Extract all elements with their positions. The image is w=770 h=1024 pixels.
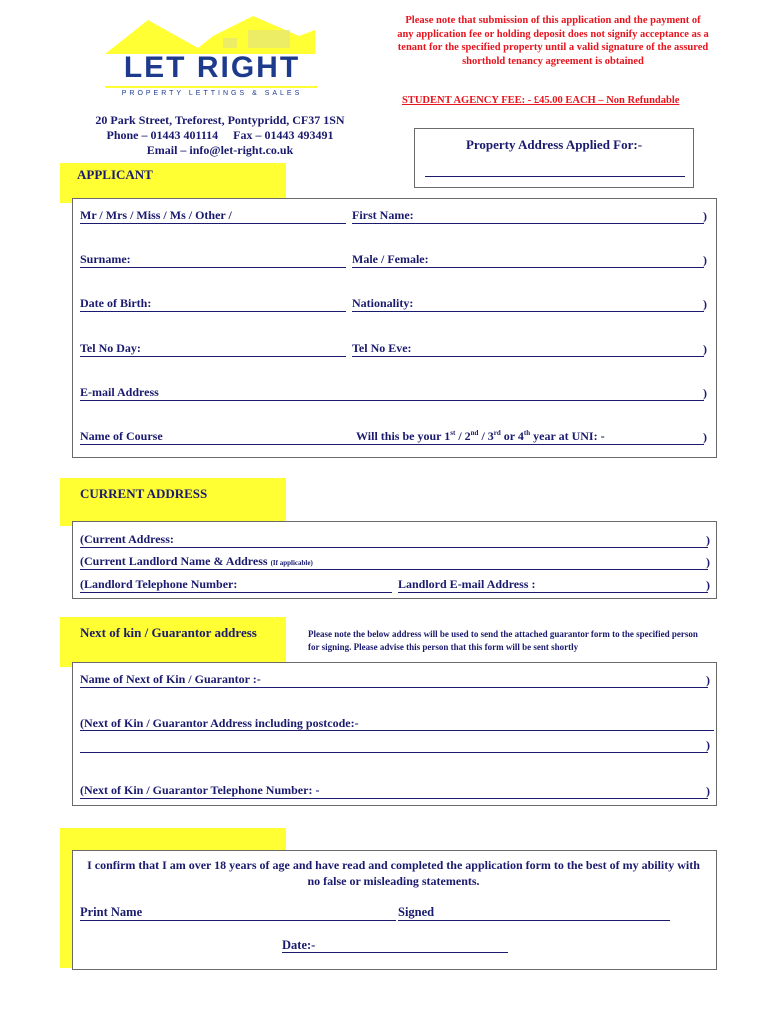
print-name-label: Print Name (80, 905, 143, 919)
kin-note: Please note the below address will be used to send the attached guarantor form to the specified person for signing. Please advise this person that this form will be sent shortly (308, 629, 698, 652)
kin-name-label: Name of Next of Kin / Guarantor :- (80, 672, 261, 686)
row-end-paren: ) (706, 784, 710, 798)
if-applicable-note: (If applicable) (270, 559, 313, 567)
property-address-box (414, 128, 694, 188)
landlord-tel-input[interactable] (80, 591, 392, 593)
landlord-email-label: Landlord E-mail Address : (398, 577, 536, 591)
contact-email: Email – info@let-right.co.uk (146, 143, 294, 157)
current-address-input[interactable] (80, 546, 708, 548)
year-question: Will this be your 1st / 2nd / 3rd or 4th year at UNI: - (356, 429, 605, 443)
kin-address-input-2[interactable] (80, 751, 708, 753)
confirm-statement: I confirm that I am over 18 years of age and have read and completed the application form to the best of my ability with no false or misleading statements. (87, 858, 700, 888)
kin-address-label: (Next of Kin / Guarantor Address including postcode:- (80, 716, 359, 730)
tel-eve-input[interactable] (352, 355, 704, 357)
row-end-paren: ) (703, 297, 707, 311)
print-name-input[interactable] (80, 919, 396, 921)
date-label: Date:- (282, 938, 316, 952)
landlord-tel-label: (Landlord Telephone Number: (80, 577, 238, 591)
applicant-heading: APPLICANT (77, 167, 153, 182)
row-end-paren: ) (703, 430, 707, 444)
current-address-label: (Current Address: (80, 532, 174, 546)
row-end-paren: ) (706, 555, 710, 569)
row-end-paren: ) (706, 578, 710, 592)
company-logo (103, 14, 321, 104)
surname-label: Surname: (80, 252, 131, 266)
kin-heading: Next of kin / Guarantor address (80, 625, 257, 640)
title-input[interactable] (80, 222, 346, 224)
current-address-heading: CURRENT ADDRESS (80, 486, 208, 501)
first-name-label: First Name: (352, 208, 414, 222)
course-label: Name of Course (80, 429, 163, 443)
contact-address: 20 Park Street, Treforest, Pontypridd, CF37 1SN (95, 113, 345, 127)
tel-day-label: Tel No Day: (80, 341, 141, 355)
email-input[interactable] (80, 399, 704, 401)
signed-input[interactable] (398, 919, 670, 921)
row-end-paren: ) (703, 253, 707, 267)
current-address-header (60, 478, 286, 526)
agency-fee: STUDENT AGENCY FEE: - £45.00 EACH – Non Refundable (402, 95, 680, 106)
row-end-paren: ) (706, 738, 710, 752)
kin-address-input-1[interactable] (80, 729, 714, 731)
tel-day-input[interactable] (80, 355, 346, 357)
row-end-paren: ) (703, 209, 707, 223)
kin-tel-label: (Next of Kin / Guarantor Telephone Number: - (80, 783, 320, 797)
kin-tel-input[interactable] (80, 797, 708, 799)
contact-block (70, 113, 370, 158)
nationality-input[interactable] (352, 310, 704, 312)
property-address-input[interactable] (425, 175, 685, 177)
applicant-header (60, 163, 286, 203)
landlord-label: (Current Landlord Name & Address (If applicable) (80, 554, 313, 568)
email-label: E-mail Address (80, 385, 159, 399)
landlord-input[interactable] (80, 568, 708, 570)
kin-header (60, 617, 286, 667)
title-label: Mr / Mrs / Miss / Ms / Other / (80, 208, 232, 222)
row-end-paren: ) (703, 342, 707, 356)
logo-brand: LET RIGHT (123, 51, 301, 84)
logo-tagline: PROPERTY LETTINGS & SALES (121, 90, 303, 97)
submission-notice: Please note that submission of this application and the payment of any application fee or holding deposit does not signify acceptance as a tenant for the specified property until a valid signature of the assured shorthold tenancy agreement is obtained (397, 15, 709, 67)
tel-eve-label: Tel No Eve: (352, 341, 412, 355)
signed-label: Signed (398, 905, 435, 919)
dob-label: Date of Birth: (80, 296, 152, 310)
row-end-paren: ) (706, 673, 710, 687)
landlord-email-input[interactable] (398, 591, 708, 593)
nationality-label: Nationality: (352, 296, 414, 310)
date-input[interactable] (282, 951, 508, 953)
gender-input[interactable] (352, 266, 704, 268)
kin-name-input[interactable] (80, 686, 708, 688)
dob-input[interactable] (80, 310, 346, 312)
first-name-input[interactable] (352, 222, 704, 224)
contact-phone: Phone – 01443 401114 Fax – 01443 493491 (106, 128, 334, 142)
property-address-label: Property Address Applied For:- (465, 137, 643, 152)
surname-input[interactable] (80, 266, 346, 268)
gender-label: Male / Female: (352, 252, 429, 266)
row-end-paren: ) (706, 533, 710, 547)
row-end-paren: ) (703, 386, 707, 400)
applicant-section (72, 198, 717, 458)
